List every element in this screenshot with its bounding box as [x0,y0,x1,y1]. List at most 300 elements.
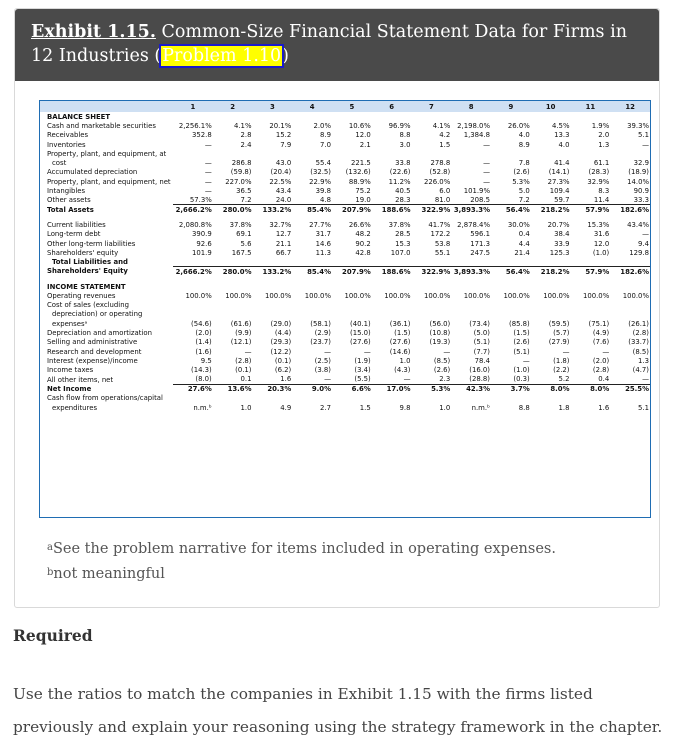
table-cell: 57.9% [571,205,611,214]
row-label: INCOME STATEMENT [47,282,126,291]
table-cell: (2.6) [513,168,530,177]
table-cell: (1.9) [354,357,371,366]
table-cell: (2.2) [553,366,570,375]
table-cell: 75.2 [355,187,371,196]
table-cell: n.m.ᵇ [471,403,490,412]
row-label: expensesᵃ [52,319,88,328]
table-cell: 100.0% [384,291,411,300]
table-cell: 12.7 [275,230,292,239]
table-cell: 7.2 [240,196,252,205]
table-cell: — [483,140,490,149]
table-cell: — [483,177,490,186]
empty-cell [332,394,372,403]
empty-cell [571,112,611,121]
exhibit-title-text: Common-Size Financial Statement Data for Firms in 12 Industries ( [31,22,627,66]
exhibit-card [14,8,660,608]
table-cell: 172.2 [430,230,451,239]
financial-table-image [39,100,651,518]
table-cell: — [483,168,490,177]
table-cell: 8.8 [399,131,411,140]
table-cell: (5.0) [473,329,490,338]
table-cell: 2,666.2% [173,267,213,276]
empty-cell [491,310,531,319]
row-label: Shareholders' equity [47,248,119,257]
table-cell: 7.0 [320,140,331,149]
table-cell: 20.7% [547,220,570,229]
table-cell: (6.2) [274,366,292,375]
table-cell: 9.8 [399,403,411,412]
table-cell: 2,256.1% [178,121,212,130]
table-cell: 182.6% [610,267,650,276]
table-cell: 5.3% [412,384,452,393]
table-cell: (54.6) [191,319,212,328]
empty-cell [213,257,253,266]
table-cell: 1.9% [591,121,610,130]
column-header: 3 [253,101,293,112]
table-row [40,196,650,205]
table-cell: 15.2 [275,131,292,140]
column-header: 12 [610,101,650,112]
empty-cell [213,394,253,403]
table-cell: (27.9) [548,338,570,347]
row-label: Inventories [47,140,86,149]
empty-cell [253,149,293,158]
row-label: Shareholders' Equity [47,267,128,276]
table-row [40,248,650,257]
table-cell: 32.9% [587,177,610,186]
table-cell: 107.0 [390,248,411,257]
table-cell: 109.4 [549,187,570,196]
table-cell: 5.0 [518,187,530,196]
table-cell: (1.5) [513,329,530,338]
empty-cell [213,282,253,291]
table-cell: 14.6 [315,239,331,248]
table-cell: (2.8) [632,329,649,338]
table-cell: (7.6) [592,338,610,347]
table-cell: 9.5 [200,357,212,366]
table-cell: 27.6% [173,384,213,393]
table-cell: (85.8) [509,319,530,328]
empty-cell [451,112,491,121]
table-cell: 167.5 [231,248,252,257]
table-cell: (0.1) [235,366,252,375]
row-label: Cash flow from operations/capital [47,393,163,402]
table-cell: 3,893.3% [451,205,491,214]
table-cell: 85.4% [292,205,332,214]
empty-cell [451,301,491,310]
empty-cell [491,282,531,291]
table-cell: 28.3 [395,196,411,205]
table-cell: (2.0) [195,329,212,338]
table-cell: 37.8% [229,220,252,229]
table-header-row [40,101,650,112]
empty-cell [412,112,452,121]
empty-cell [491,149,531,158]
table-row [40,329,650,338]
table-cell: (52.8) [429,168,451,177]
table-cell: 12.0 [593,239,610,248]
table-cell: 33.3 [633,196,649,205]
table-cell: 9.0% [292,384,332,393]
empty-cell [173,394,213,403]
table-cell: 5.3% [512,177,530,186]
table-cell: (9.9) [235,329,252,338]
financial-table [40,101,650,412]
empty-cell [412,282,452,291]
column-header: 11 [571,101,611,112]
table-cell: 6.0 [439,187,451,196]
table-row [40,366,650,375]
table-cell: 55.1 [434,248,451,257]
table-cell: 15.3 [395,239,411,248]
column-header: 10 [531,101,571,112]
table-cell: 8.8 [518,403,530,412]
table-row [40,403,650,412]
empty-cell [173,301,213,310]
empty-cell [610,282,650,291]
table-cell: (14.1) [548,168,570,177]
table-cell: 352.8 [192,131,212,140]
table-cell: 39.3% [627,121,649,130]
row-label: Property, plant, and equipment, net [47,177,171,186]
table-cell: 100.0% [463,291,490,300]
table-cell: 22.9% [309,177,331,186]
empty-cell [292,282,332,291]
table-cell: 4.9 [280,403,292,412]
table-cell: 129.8 [629,248,649,257]
table-cell: 36.5 [236,187,252,196]
table-row [40,282,650,291]
row-label: Intangibles [47,187,86,196]
table-cell: (33.7) [628,338,649,347]
table-cell: (2.8) [235,357,252,366]
table-cell: 40.5 [395,187,411,196]
table-cell: 5.1 [638,131,649,140]
table-cell: 0.4 [518,230,530,239]
table-cell: (132.6) [345,168,371,177]
table-row [40,319,650,328]
table-cell: 43.0 [275,159,292,168]
table-cell: 20.3% [253,384,293,393]
empty-cell [332,112,372,121]
row-label: Receivables [47,131,89,140]
column-header: 5 [332,101,372,112]
table-cell: (15.0) [350,329,371,338]
table-cell: 56.4% [491,267,531,276]
row-label: cost [52,159,67,168]
table-cell: 5.2 [558,375,570,384]
row-label: Net Income [47,384,92,393]
table-cell: 2,080.8% [178,220,212,229]
exhibit-title [31,20,643,68]
table-row [40,140,650,149]
row-label: Current liabilities [47,220,106,229]
table-cell: 100.0% [344,291,371,300]
table-cell: (10.8) [429,329,451,338]
row-label: Interest (expense)/income [47,357,138,366]
table-cell: (12.2) [270,347,292,356]
table-cell: 2,878.4% [457,220,490,229]
table-cell: — [204,187,212,196]
empty-cell [253,112,293,121]
table-cell: 207.9% [332,267,372,276]
table-cell: 85.4% [292,267,332,276]
table-cell: (1.8) [553,357,570,366]
table-cell: 125.3 [549,248,570,257]
row-label: Cash and marketable securities [47,121,156,130]
exhibit-title-close: ) [282,46,289,66]
table-cell: (4.9) [592,329,610,338]
table-cell: 1.3 [598,140,610,149]
empty-cell [213,310,253,319]
table-cell: 4.5% [551,121,570,130]
table-cell: 247.5 [470,248,490,257]
required-text: Use the ratios to match the companies in Exhibit 1.15 with the firms listed previously and explain your reasoning using the strategy framework in the chapter. [13,685,663,736]
table-cell: 4.0 [518,131,530,140]
empty-cell [610,310,650,319]
table-cell: n.m.ᵇ [193,403,212,412]
table-cell: (32.5) [310,168,331,177]
table-cell: 100.0% [304,291,331,300]
table-cell: 57.9% [571,267,611,276]
table-cell: 2,666.2% [173,205,213,214]
table-cell: 2.1 [359,140,371,149]
empty-cell [571,310,611,319]
table-cell: 221.5 [351,159,371,168]
table-cell: — [363,347,371,356]
row-label: BALANCE SHEET [47,112,111,121]
header-label-cell [40,101,173,112]
table-cell: 2.4 [240,140,252,149]
table-cell: 96.9% [388,121,411,130]
table-cell: — [642,140,649,149]
empty-cell [332,257,372,266]
table-cell: 42.3% [451,384,491,393]
table-cell: (56.0) [429,319,451,328]
row-label: Property, plant, and equipment, at [47,149,167,158]
table-cell: 38.4 [554,230,570,239]
empty-cell [412,310,452,319]
table-cell: 27.3% [547,177,570,186]
table-cell: 33.9 [554,239,570,248]
table-cell: 3.7% [491,384,531,393]
table-cell: (1.5) [394,329,411,338]
table-cell: — [602,347,610,356]
table-cell: (0.3) [513,375,530,384]
table-cell: (40.1) [350,319,371,328]
table-cell: 2.8 [240,131,252,140]
table-cell: 26.6% [348,220,371,229]
table-row [40,375,650,384]
table-cell: (1.0) [513,366,530,375]
table-cell: (4.3) [394,366,411,375]
empty-cell [531,310,571,319]
table-row [40,257,650,266]
empty-cell [491,394,531,403]
row-label: Long-term debt [47,230,101,239]
table-cell: 4.0 [558,140,570,149]
table-cell: (23.7) [310,338,331,347]
table-cell: (8.5) [632,347,649,356]
table-cell: 227.0% [225,177,252,186]
table-cell: 322.9% [412,267,452,276]
table-cell: — [443,347,451,356]
empty-cell [412,301,452,310]
table-cell: 90.2 [355,239,371,248]
table-cell: 55.4 [315,159,331,168]
table-cell: (2.8) [592,366,610,375]
column-header: 2 [213,101,253,112]
table-cell: 11.4 [593,196,610,205]
row-label: All other items, net [47,375,114,384]
table-cell: — [562,347,570,356]
footnotes [47,537,556,587]
empty-cell [451,149,491,158]
table-cell: 0.4 [598,375,610,384]
problem-link[interactable]: Problem 1.10 [162,46,282,66]
table-cell: (5.7) [553,329,570,338]
table-cell: (75.1) [588,319,610,328]
table-cell: 27.7% [309,220,331,229]
table-cell: (27.6) [389,338,411,347]
empty-cell [491,112,531,121]
table-cell: 32.7% [269,220,292,229]
table-cell: 8.3 [598,187,610,196]
table-cell: 286.8 [231,159,252,168]
row-label: depreciation) or operating [52,310,143,319]
table-cell: (1.4) [195,338,212,347]
footnote-a [47,537,556,562]
table-cell: 43.4 [275,187,292,196]
row-label: Income taxes [47,366,94,375]
empty-cell [332,310,372,319]
table-cell: 88.9% [348,177,371,186]
table-cell: (1.6) [195,347,212,356]
row-label: Research and development [47,347,142,356]
table-cell: 12.0 [355,131,371,140]
table-cell: — [522,357,530,366]
table-cell: 11.2% [388,177,411,186]
column-header: 6 [372,101,412,112]
table-cell: 2.0 [598,131,610,140]
table-cell: 322.9% [412,205,452,214]
table-cell: 280.0% [213,205,253,214]
empty-cell [571,257,611,266]
table-cell: 6.6% [332,384,372,393]
table-cell: (5.5) [354,375,371,384]
empty-cell [253,282,293,291]
empty-cell [531,257,571,266]
table-cell: 41.4 [554,159,570,168]
footnote-b-text: not meaningful [53,566,165,582]
table-row [40,267,650,276]
table-cell: (2.6) [433,366,451,375]
empty-cell [292,301,332,310]
table-cell: 20.1% [269,121,292,130]
empty-cell [610,257,650,266]
table-cell: 2.0% [313,121,331,130]
table-cell: 90.9 [633,187,649,196]
table-row [40,384,650,393]
empty-cell [173,282,213,291]
table-row [40,158,650,167]
table-cell: — [483,159,490,168]
table-cell: (0.1) [274,357,292,366]
table-cell: 33.8 [395,159,411,168]
table-cell: (73.4) [469,319,490,328]
empty-cell [372,282,412,291]
table-cell: — [642,375,649,384]
empty-cell [571,394,611,403]
table-cell: 278.8 [430,159,451,168]
footnote-a-text: See the problem narrative for items included in operating expenses. [52,541,556,557]
empty-cell [372,301,412,310]
table-cell: (20.4) [270,168,292,177]
table-cell: 28.5 [395,230,411,239]
table-cell: 30.0% [507,220,530,229]
empty-cell [173,257,213,266]
empty-cell [173,149,213,158]
table-cell: — [204,177,212,186]
table-row [40,347,650,356]
empty-cell [253,257,293,266]
table-cell: 14.0% [627,177,649,186]
table-cell: 3.0 [399,140,411,149]
table-row [40,205,650,214]
table-cell: 24.0 [275,196,292,205]
table-cell: 100.0% [225,291,252,300]
table-cell: 1.8 [558,403,570,412]
table-cell: 8.9 [320,131,331,140]
empty-cell [292,257,332,266]
table-cell: — [204,168,212,177]
exhibit-header [15,9,659,81]
table-cell: 56.4% [491,205,531,214]
empty-cell [173,310,213,319]
table-cell: 4.4 [518,239,530,248]
table-row [40,338,650,347]
row-label: Other assets [47,196,91,205]
footnote-b-marker: b [47,567,54,578]
table-cell: 218.2% [531,267,571,276]
empty-cell [451,282,491,291]
empty-cell [412,394,452,403]
table-cell: 11.3 [315,248,331,257]
table-cell: 1.3 [638,357,649,366]
table-cell: (16.0) [469,366,490,375]
table-cell: 596.1 [470,230,490,239]
table-cell: — [642,230,649,239]
table-cell: 100.0% [185,291,212,300]
table-row [40,149,650,158]
table-cell: 81.0 [434,196,451,205]
empty-cell [412,149,452,158]
table-cell: — [403,375,411,384]
table-cell: 101.9% [463,187,490,196]
empty-cell [531,394,571,403]
table-cell: (5.1) [513,347,530,356]
table-cell: (36.1) [389,319,411,328]
table-cell: (27.6) [350,338,371,347]
empty-cell [292,394,332,403]
table-cell: (8.0) [195,375,212,384]
table-cell: (2.0) [592,357,610,366]
table-cell: 39.8 [315,187,331,196]
table-cell: 0.1 [240,375,252,384]
table-cell: 101.9 [192,248,212,257]
table-cell: (29.0) [270,319,292,328]
table-cell: 7.8 [518,159,530,168]
